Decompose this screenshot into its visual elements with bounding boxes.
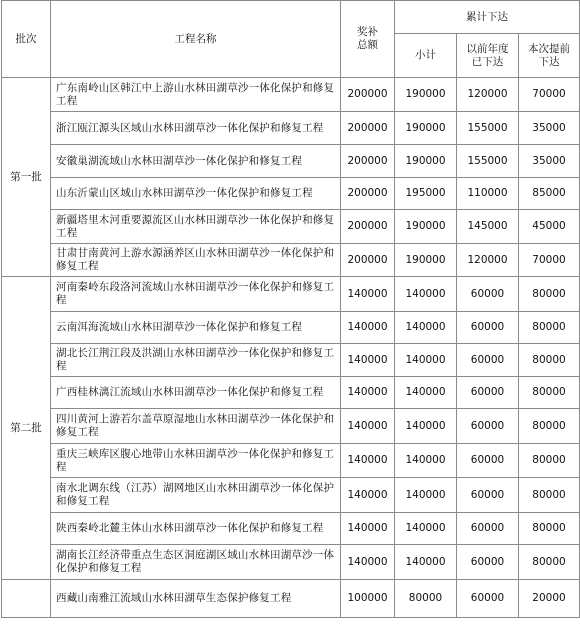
current-advance-cell: 80000	[519, 409, 580, 444]
total-award-cell: 140000	[341, 513, 395, 545]
previous-years-cell: 120000	[457, 244, 519, 277]
current-advance-cell: 80000	[519, 312, 580, 344]
total-award-cell: 100000	[341, 580, 395, 618]
subtotal-cell: 140000	[395, 277, 457, 312]
table-row	[2, 444, 580, 478]
current-advance-cell: 80000	[519, 277, 580, 312]
subtotal-cell: 140000	[395, 312, 457, 344]
previous-years-cell: 60000	[457, 409, 519, 444]
table-row	[2, 377, 580, 409]
previous-years-cell: 110000	[457, 178, 519, 210]
table-row	[2, 545, 580, 580]
current-advance-cell: 35000	[519, 145, 580, 178]
table-row	[2, 478, 580, 513]
previous-years-cell: 145000	[457, 210, 519, 244]
current-advance-cell: 35000	[519, 112, 580, 145]
project-name-cell: 南水北调东线（江苏）湖网地区山水林田湖草沙一体化保护和修复工程	[51, 478, 341, 513]
table-row	[2, 244, 580, 277]
batch-cell	[2, 580, 51, 618]
table-row	[2, 312, 580, 344]
current-advance-cell: 80000	[519, 545, 580, 580]
subtotal-cell: 140000	[395, 444, 457, 478]
subtotal-cell: 190000	[395, 112, 457, 145]
header-current-advance-label: 本次提前 下达	[528, 42, 570, 68]
current-advance-cell: 70000	[519, 244, 580, 277]
header-project-name: 工程名称	[51, 1, 341, 78]
subtotal-cell: 190000	[395, 244, 457, 277]
project-name-cell: 陕西秦岭北麓主体山水林田湖草沙一体化保护和修复工程	[51, 513, 341, 545]
previous-years-cell: 120000	[457, 78, 519, 112]
previous-years-cell: 60000	[457, 344, 519, 377]
subtotal-cell: 140000	[395, 409, 457, 444]
table-header	[2, 1, 580, 78]
previous-years-cell: 60000	[457, 444, 519, 478]
header-cumulative: 累计下达	[395, 1, 580, 34]
table-body	[2, 78, 580, 618]
allocation-table-container	[1, 0, 579, 618]
current-advance-cell: 80000	[519, 444, 580, 478]
total-award-cell: 140000	[341, 277, 395, 312]
current-advance-cell: 85000	[519, 178, 580, 210]
header-current-advance	[519, 34, 580, 78]
project-name-cell: 广东南岭山区韩江中上游山水林田湖草沙一体化保护和修复工程	[51, 78, 341, 112]
table-row	[2, 513, 580, 545]
previous-years-cell: 60000	[457, 277, 519, 312]
table-row	[2, 78, 580, 112]
total-award-cell: 140000	[341, 344, 395, 377]
table-row	[2, 409, 580, 444]
project-name-cell: 湖南长江经济带重点生态区洞庭湖区域山水林田湖草沙一体化保护和修复工程	[51, 545, 341, 580]
table-row	[2, 145, 580, 178]
total-award-cell: 140000	[341, 377, 395, 409]
total-award-cell: 200000	[341, 112, 395, 145]
previous-years-cell: 60000	[457, 545, 519, 580]
subtotal-cell: 190000	[395, 145, 457, 178]
subtotal-cell: 80000	[395, 580, 457, 618]
current-advance-cell: 80000	[519, 478, 580, 513]
project-name-cell: 新疆塔里木河重要源流区山水林田湖草沙一体化保护和修复工程	[51, 210, 341, 244]
total-award-cell: 140000	[341, 545, 395, 580]
current-advance-cell: 70000	[519, 78, 580, 112]
previous-years-cell: 60000	[457, 580, 519, 618]
project-name-cell: 浙江瓯江源头区域山水林田湖草沙一体化保护和修复工程	[51, 112, 341, 145]
batch-cell: 第一批	[2, 78, 51, 277]
total-award-cell: 140000	[341, 478, 395, 513]
previous-years-cell: 155000	[457, 145, 519, 178]
previous-years-cell: 155000	[457, 112, 519, 145]
current-advance-cell: 80000	[519, 377, 580, 409]
table-row	[2, 277, 580, 312]
project-name-cell: 广西桂林漓江流域山水林田湖草沙一体化保护和修复工程	[51, 377, 341, 409]
header-batch: 批次	[2, 1, 51, 78]
batch-cell: 第二批	[2, 277, 51, 580]
subtotal-cell: 140000	[395, 377, 457, 409]
table-row	[2, 344, 580, 377]
allocation-table	[1, 0, 580, 618]
previous-years-cell: 60000	[457, 377, 519, 409]
current-advance-cell: 80000	[519, 344, 580, 377]
previous-years-cell: 60000	[457, 513, 519, 545]
subtotal-cell: 190000	[395, 78, 457, 112]
current-advance-cell: 45000	[519, 210, 580, 244]
total-award-cell: 140000	[341, 312, 395, 344]
total-award-cell: 200000	[341, 145, 395, 178]
header-total-award	[341, 1, 395, 78]
subtotal-cell: 140000	[395, 478, 457, 513]
project-name-cell: 甘肃甘南黄河上游水源涵养区山水林田湖草沙一体化保护和修复工程	[51, 244, 341, 277]
total-award-cell: 200000	[341, 78, 395, 112]
total-award-cell: 200000	[341, 210, 395, 244]
total-award-cell: 140000	[341, 444, 395, 478]
total-award-cell: 200000	[341, 244, 395, 277]
subtotal-cell: 195000	[395, 178, 457, 210]
table-row	[2, 580, 580, 618]
subtotal-cell: 140000	[395, 545, 457, 580]
total-award-cell: 200000	[341, 178, 395, 210]
current-advance-cell: 20000	[519, 580, 580, 618]
project-name-cell: 安徽巢湖流域山水林田湖草沙一体化保护和修复工程	[51, 145, 341, 178]
project-name-cell: 重庆三峡库区腹心地带山水林田湖草沙一体化保护和修复工程	[51, 444, 341, 478]
subtotal-cell: 140000	[395, 513, 457, 545]
header-subtotal: 小计	[395, 34, 457, 78]
header-previous-years-label: 以前年度 已下达	[466, 42, 509, 68]
project-name-cell: 四川黄河上游若尔盖草原湿地山水林田湖草沙一体化保护和修复工程	[51, 409, 341, 444]
project-name-cell: 河南秦岭东段洛河流域山水林田湖草沙一体化保护和修复工程	[51, 277, 341, 312]
subtotal-cell: 190000	[395, 210, 457, 244]
project-name-cell: 云南洱海流域山水林田湖草沙一体化保护和修复工程	[51, 312, 341, 344]
subtotal-cell: 140000	[395, 344, 457, 377]
header-previous-years	[457, 34, 519, 78]
table-row	[2, 112, 580, 145]
total-award-cell: 140000	[341, 409, 395, 444]
project-name-cell: 山东沂蒙山区域山水林田湖草沙一体化保护和修复工程	[51, 178, 341, 210]
table-row	[2, 178, 580, 210]
project-name-cell: 西藏山南雅江流域山水林田湖草生态保护修复工程	[51, 580, 341, 618]
project-name-cell: 湖北长江荆江段及洪湖山水林田湖草沙一体化保护和修复工程	[51, 344, 341, 377]
current-advance-cell: 80000	[519, 513, 580, 545]
table-row	[2, 210, 580, 244]
previous-years-cell: 60000	[457, 312, 519, 344]
previous-years-cell: 60000	[457, 478, 519, 513]
header-total-award-label: 奖补 总额	[357, 26, 378, 51]
